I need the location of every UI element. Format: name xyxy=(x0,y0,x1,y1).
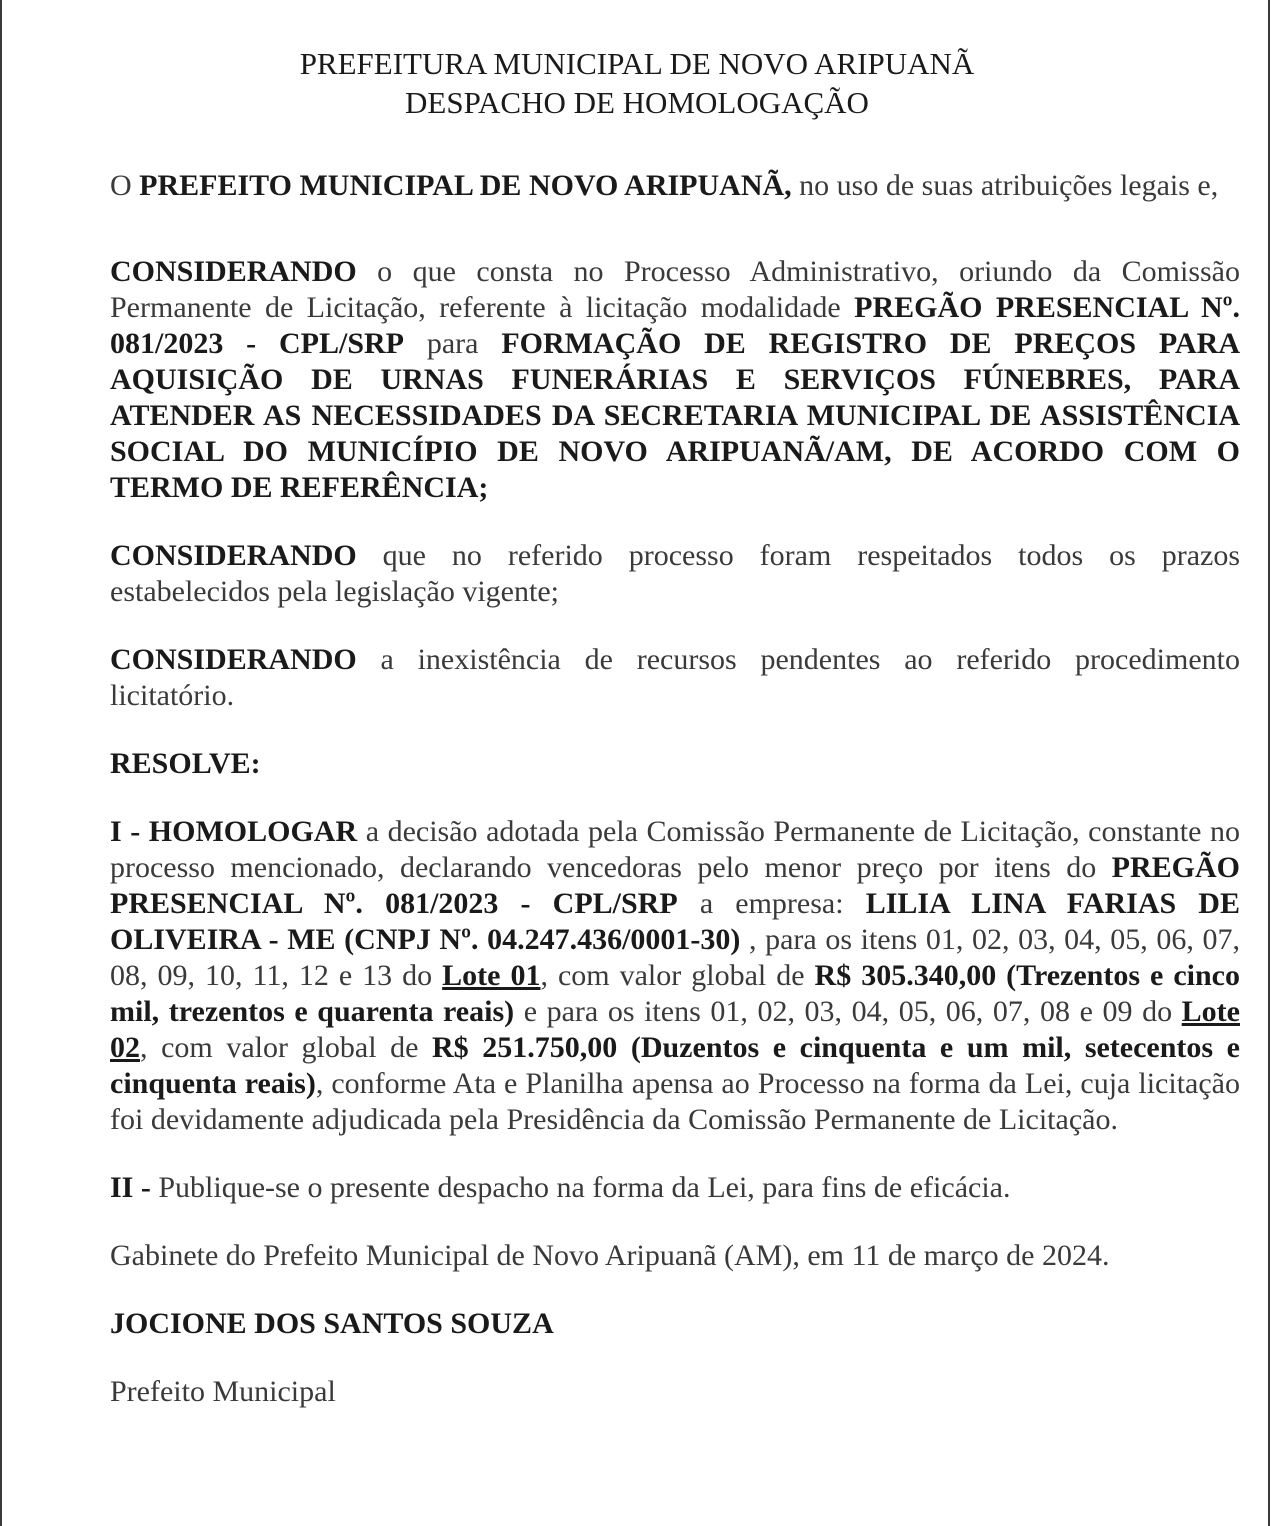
closing-paragraph: Gabinete do Prefeito Municipal de Novo Aripuanã (AM), em 11 de março de 2024. xyxy=(110,1239,1110,1272)
item1-text-5: e para os itens 01, 02, 03, 04, 05, 06, 07, 08 e 09 do xyxy=(514,995,1182,1028)
item1-text-1: a decisão adotada pela Comissão Permanente de Licitação, constante no processo mencionado, declarando vencedoras pelo menor preço por itens do xyxy=(110,815,1240,884)
intro-text-c: no uso de suas atribuições legais e, xyxy=(791,169,1219,202)
signature-role: Prefeito Municipal xyxy=(110,1375,336,1408)
considerando-keyword: CONSIDERANDO xyxy=(110,255,357,288)
considerando-keyword: CONSIDERANDO xyxy=(110,539,357,572)
p1-para: para xyxy=(404,327,502,360)
considerando-paragraph-3 xyxy=(110,642,1240,714)
p2-text: que no referido processo foram respeitados todos os prazos estabelecidos pela legislação vigente; xyxy=(110,539,1240,608)
item-1-paragraph xyxy=(110,814,1240,1138)
considerando-paragraph-2 xyxy=(110,538,1240,610)
item1-text-2: a empresa: xyxy=(677,887,866,920)
item2-keyword: II - xyxy=(110,1171,151,1204)
p1-pregao: PREGÃO PRESENCIAL Nº. 081/2023 - CPL/SRP xyxy=(110,291,1241,360)
document-header xyxy=(0,44,1274,122)
item1-pregao: PREGÃO PRESENCIAL Nº. 081/2023 - CPL/SRP xyxy=(110,851,1240,920)
considerando-keyword: CONSIDERANDO xyxy=(110,643,357,676)
item1-company: LILIA LINA FARIAS DE OLIVEIRA - ME (CNPJ Nº. 04.247.436/0001-30) xyxy=(110,887,1240,956)
considerando-paragraph-1 xyxy=(110,254,1240,506)
p3-text: a inexistência de recursos pendentes ao referido procedimento licitatório. xyxy=(110,643,1240,712)
p1-object: FORMAÇÃO DE REGISTRO DE PREÇOS PARA AQUISIÇÃO DE URNAS FUNERÁRIAS E SERVIÇOS FÚNEBRES, PARA ATENDER AS NECESSIDADES DA SECRETARIA MUNICIPAL DE ASSISTÊNCIA SOCIAL DO MUNICÍPIO DE NOVO ARIPUANÃ/AM, DE ACORDO COM O TERMO DE REFERÊNCIA; xyxy=(110,327,1240,504)
intro-paragraph xyxy=(110,168,1240,204)
resolve-heading xyxy=(110,746,1240,782)
intro-text-a: O xyxy=(110,169,140,202)
document-body xyxy=(110,168,1240,1410)
p1-text: o que consta no Processo Administrativo, oriundo da Comissão Permanente de Licitação, referente à licitação modalidade xyxy=(110,255,1240,324)
item-2-paragraph xyxy=(110,1170,1240,1206)
header-line-1: PREFEITURA MUNICIPAL DE NOVO ARIPUANÃ xyxy=(299,46,975,81)
lote-01: Lote 01 xyxy=(442,959,541,992)
item1-value-lote2: R$ 251.750,00 (Duzentos e cinquenta e um mil, setecentos e cinquenta reais) xyxy=(110,1031,1240,1100)
item1-text-3: , para os itens 01, 02, 03, 04, 05, 06, 07, 08, 09, 10, 11, 12 e 13 do xyxy=(110,923,1240,992)
intro-mayor: PREFEITO MUNICIPAL DE NOVO ARIPUANÃ, xyxy=(139,169,792,202)
item1-value-lote1: R$ 305.340,00 (Trezentos e cinco mil, trezentos e quarenta reais) xyxy=(110,959,1240,1028)
homologar-keyword: I - HOMOLOGAR xyxy=(110,815,358,848)
lote-02: Lote 02 xyxy=(110,995,1240,1064)
item2-text: Publique-se o presente despacho na forma da Lei, para fins de eficácia. xyxy=(150,1171,1011,1204)
signatory-name: JOCIONE DOS SANTOS SOUZA xyxy=(110,1307,554,1340)
header-line-2: DESPACHO DE HOMOLOGAÇÃO xyxy=(405,85,869,120)
item1-text-4: , com valor global de xyxy=(540,959,815,992)
item1-text-6: , com valor global de xyxy=(140,1031,433,1064)
item1-text-7: , conforme Ata e Planilha apensa ao Processo na forma da Lei, cuja licitação foi devidamente adjudicada pela Presidência da Comissão Permanente de Licitação. xyxy=(110,1067,1240,1136)
signature-name xyxy=(110,1306,1240,1342)
resolve-label: RESOLVE: xyxy=(110,747,261,780)
